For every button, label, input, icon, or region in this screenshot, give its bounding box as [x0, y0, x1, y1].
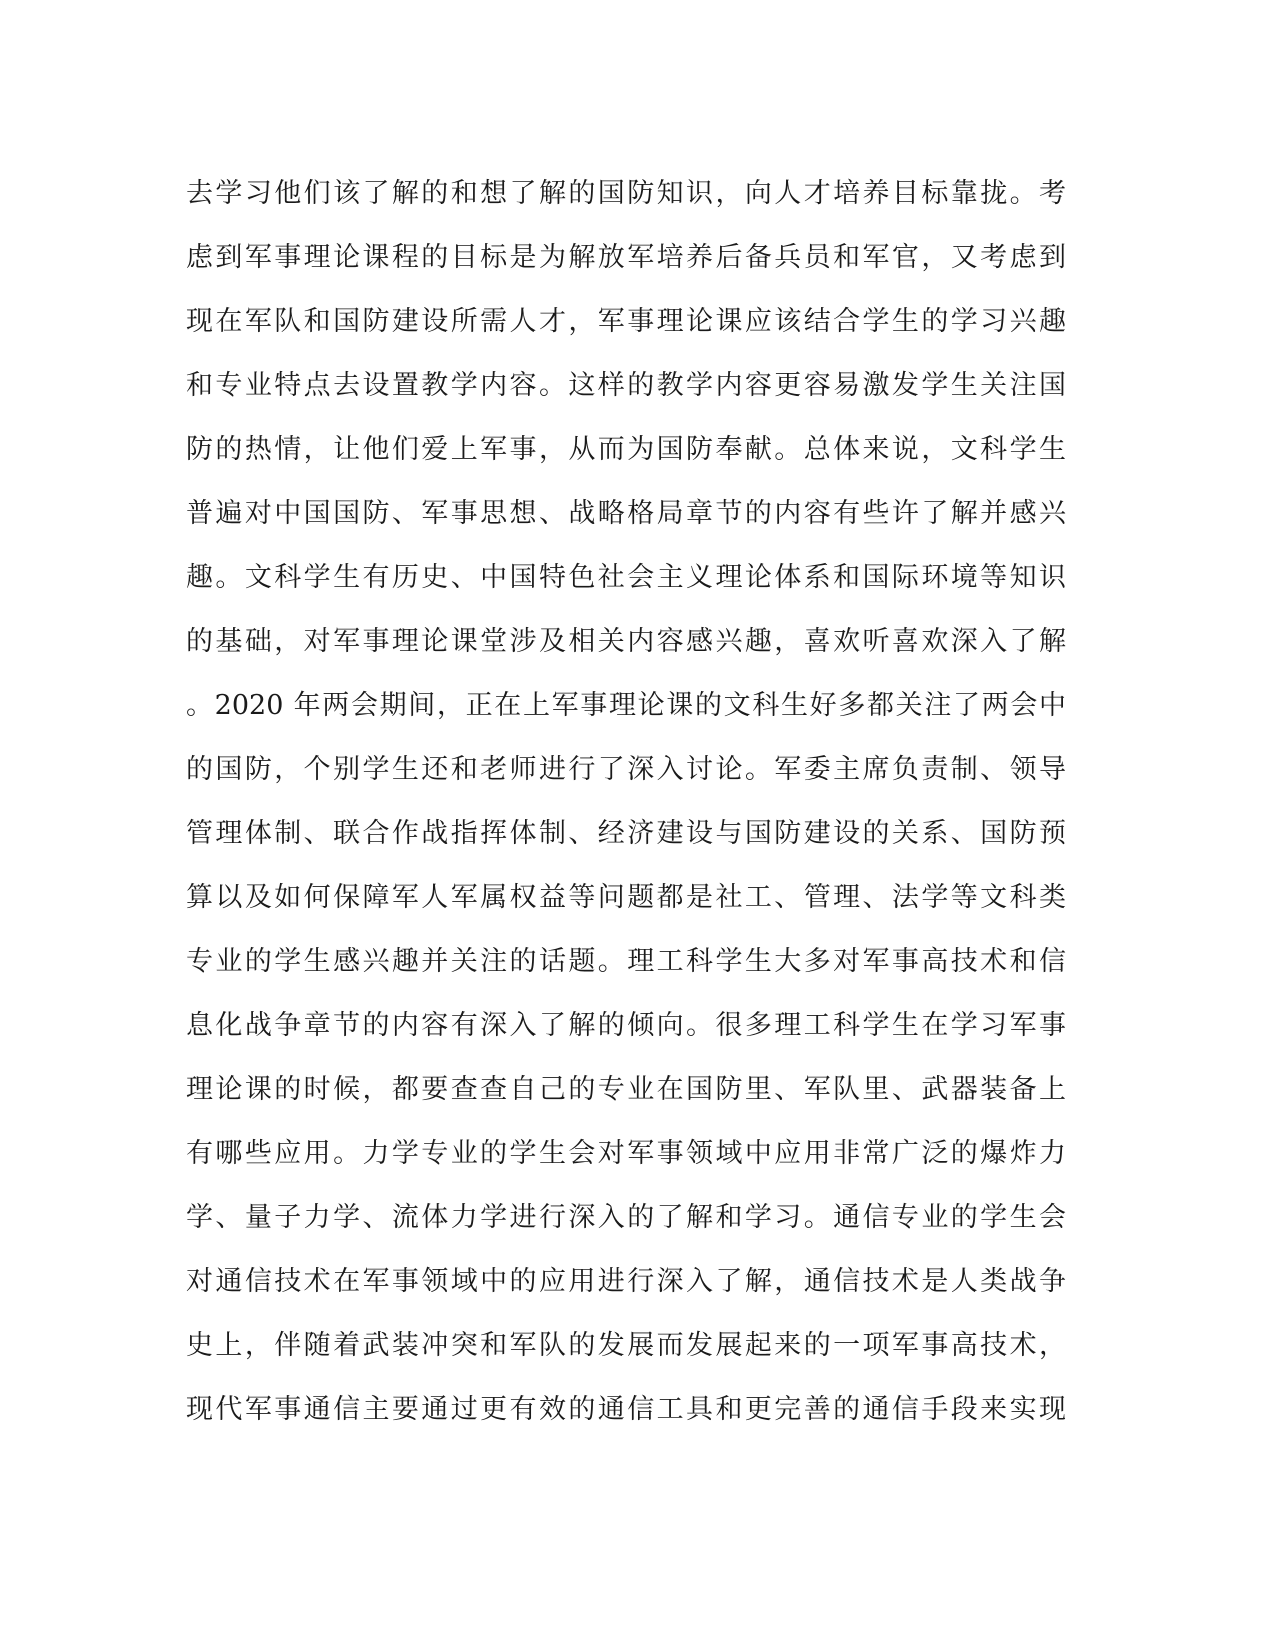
text-line: 史上，伴随着武装冲突和军队的发展而发展起来的一项军事高技术，: [186, 1330, 1066, 1361]
text-line: 现代军事通信主要通过更有效的通信工具和更完善的通信手段来实现: [186, 1394, 1066, 1425]
text-line: 专业的学生感兴趣并关注的话题。理工科学生大多对军事高技术和信: [186, 946, 1066, 977]
text-line: 。2020 年两会期间，正在上军事理论课的文科生好多都关注了两会中: [186, 690, 1066, 721]
text-line: 学、量子力学、流体力学进行深入的了解和学习。通信专业的学生会: [186, 1202, 1066, 1233]
text-line: 的基础，对军事理论课堂涉及相关内容感兴趣，喜欢听喜欢深入了解: [186, 626, 1066, 657]
text-line: 虑到军事理论课程的目标是为解放军培养后备兵员和军官，又考虑到: [186, 242, 1066, 273]
text-line: 趣。文科学生有历史、中国特色社会主义理论体系和国际环境等知识: [186, 562, 1066, 593]
text-line: 现在军队和国防建设所需人才，军事理论课应该结合学生的学习兴趣: [186, 306, 1066, 337]
text-line: 和专业特点去设置教学内容。这样的教学内容更容易激发学生关注国: [186, 370, 1066, 401]
text-line: 算以及如何保障军人军属权益等问题都是社工、管理、法学等文科类: [186, 882, 1066, 913]
text-line: 防的热情，让他们爱上军事，从而为国防奉献。总体来说，文科学生: [186, 434, 1066, 465]
text-line: 有哪些应用。力学专业的学生会对军事领域中应用非常广泛的爆炸力: [186, 1138, 1066, 1169]
text-line: 的国防，个别学生还和老师进行了深入讨论。军委主席负责制、领导: [186, 754, 1066, 785]
text-line: 管理体制、联合作战指挥体制、经济建设与国防建设的关系、国防预: [186, 818, 1066, 849]
text-line: 去学习他们该了解的和想了解的国防知识，向人才培养目标靠拢。考: [186, 178, 1066, 209]
text-line: 普遍对中国国防、军事思想、战略格局章节的内容有些许了解并感兴: [186, 498, 1066, 529]
text-line: 理论课的时候，都要查查自己的专业在国防里、军队里、武器装备上: [186, 1074, 1066, 1105]
text-line: 对通信技术在军事领域中的应用进行深入了解，通信技术是人类战争: [186, 1266, 1066, 1297]
body-text: [186, 162, 1066, 1442]
text-line: 息化战争章节的内容有深入了解的倾向。很多理工科学生在学习军事: [186, 1010, 1066, 1041]
